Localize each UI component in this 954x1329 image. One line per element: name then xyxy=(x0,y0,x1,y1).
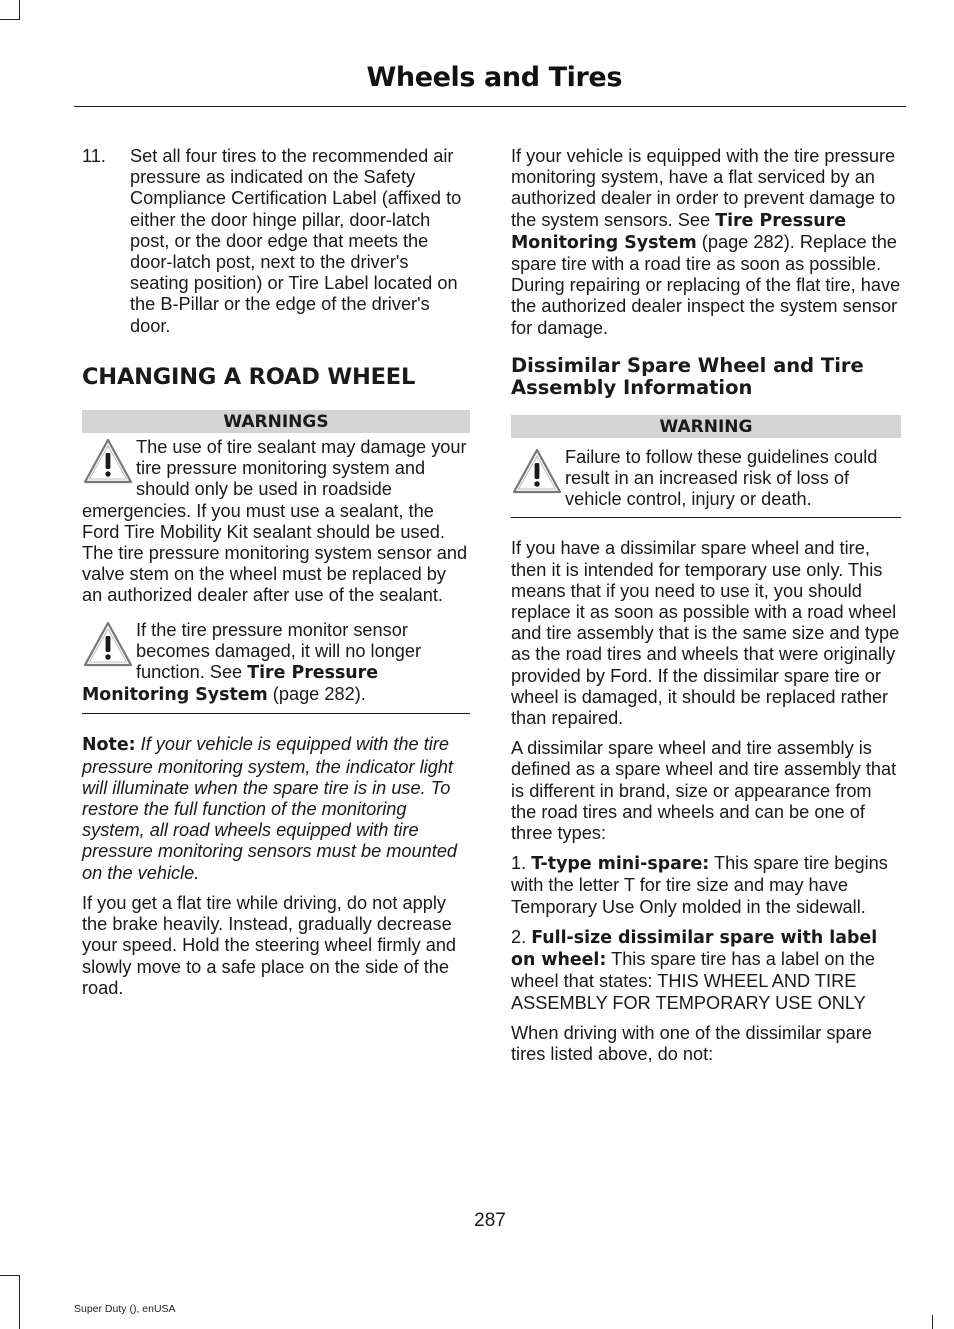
flat-tire-paragraph: If you get a flat tire while driving, do not apply the brake heavily. Instead, gradually decrease your speed. Hold the steering wheel firmly and slowly move to a safe place on the side of the road. xyxy=(82,892,457,998)
note-label: Note: xyxy=(82,735,136,756)
step-11 xyxy=(82,146,470,337)
dissimilar-paragraph-2: A dissimilar spare wheel and tire assembly is defined as a spare wheel and tire assembly that is different in brand, size or appearance from the road tires and wheels and can be one of three types: xyxy=(511,738,897,844)
crop-mark xyxy=(932,1315,933,1329)
note-paragraph xyxy=(82,734,470,883)
warning-item xyxy=(511,447,901,511)
footer-text: Super Duty (), enUSA xyxy=(74,1303,176,1315)
warnings-label: WARNINGS xyxy=(82,410,470,433)
step-number: 11. xyxy=(82,146,106,166)
warning-triangle-icon xyxy=(511,447,563,495)
crop-mark xyxy=(19,1275,20,1329)
warning-text: Failure to follow these guidelines could result in an increased risk of loss of vehicle control, injury or death. xyxy=(565,446,878,510)
cross-reference-link[interactable]: Tire Pressure Monitoring System xyxy=(511,210,847,253)
section-heading: CHANGING A ROAD WHEEL xyxy=(82,363,416,390)
dissimilar-paragraph-1: If you have a dissimilar spare wheel and tire, then it is intended for temporary use only. This means that if you need to use it, you should replace it as soon as possible with a road wheel and tire assembly that is the same size and type as the road tires and wheels that were originally provided by Ford. If the dissimilar spare tire or wheel is damaged, it should be replaced rather than repaired. xyxy=(511,538,900,729)
tpms-paragraph: If your vehicle is equipped with the tire pressure monitoring system, have a flat serviced by an authorized dealer in order to prevent damage to the system sensors. See Tire Pressure Monitoring System (page 282). Replace the spare tire with a road tire as soon as possible. During repairing or replacing of the flat tire, have the authorized dealer inspect the system sensor for damage. xyxy=(511,146,901,338)
note-text: If your vehicle is equipped with the tire pressure monitoring system, the indicator light will illuminate when the spare tire is in use. To restore the full function of the monitoring system, all road wheels equipped with tire pressure monitoring sensors must be mounted on the vehicle. xyxy=(82,734,458,883)
warnings-box xyxy=(82,410,470,714)
right-column xyxy=(511,146,901,1074)
crop-mark xyxy=(19,0,20,20)
page-header xyxy=(74,58,906,107)
spare-type-2: 2. Full-size dissimilar spare with label on wheel: This spare tire has a label on the wheel that states: THIS WHEEL AND TIRE ASSEMBLY FOR TEMPORARY USE ONLY xyxy=(511,926,878,1013)
warning-text: The use of tire sealant may damage your tire pressure monitoring system and should only be used in roadside emergencies. If you must use a sealant, the Ford Tire Mobility Kit sealant should be used. The tire pressure monitoring system sensor and valve stem on the wheel must be replaced by an authorized dealer after use of the sealant. xyxy=(82,437,468,606)
warning-box xyxy=(511,415,901,519)
cross-reference-link[interactable]: Tire Pressure Monitoring System xyxy=(82,663,379,706)
warning-triangle-icon xyxy=(82,437,134,485)
step-text: Set all four tires to the recommended air pressure as indicated on the Safety Compliance Certification Label (affixed to either the door hinge pillar, door-latch post, or the door edge that meets the door-latch post, next to the driver's seating position) or Tire Label located on the B-Pillar or the edge of the driver's door. xyxy=(130,146,462,336)
warning-triangle-icon xyxy=(82,620,134,668)
warning-item xyxy=(82,437,470,607)
page-number: 287 xyxy=(474,1210,506,1231)
sub-heading: Dissimilar Spare Wheel and Tire Assembly Information xyxy=(511,353,864,399)
page-title: Wheels and Tires xyxy=(366,62,622,93)
spare-type-label: Full-size dissimilar spare with label on wheel: xyxy=(511,927,878,971)
warning-text: If the tire pressure monitor sensor becomes damaged, it will no longer function. See Tire Pressure Monitoring System (page 282). xyxy=(82,619,422,706)
left-column xyxy=(82,146,470,1008)
driving-paragraph: When driving with one of the dissimilar spare tires listed above, do not: xyxy=(511,1022,872,1064)
crop-mark xyxy=(0,1275,20,1276)
warning-label: WARNING xyxy=(511,415,901,438)
spare-type-1: 1. T-type mini-spare: This spare tire begins with the letter T for tire size and may have Temporary Use Only molded in the sidewall. xyxy=(511,853,888,917)
spare-type-label: T-type mini-spare: xyxy=(531,854,710,875)
warning-item xyxy=(82,620,470,707)
crop-mark xyxy=(0,19,20,20)
